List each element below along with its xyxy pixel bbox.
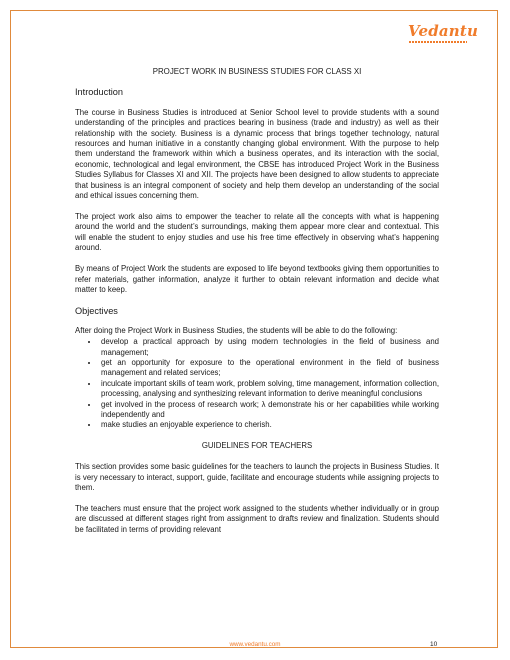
objectives-heading: Objectives [75,305,118,316]
guidelines-heading: GUIDELINES FOR TEACHERS [201,441,313,451]
vedantu-logo [408,22,479,50]
introduction-heading: Introduction [75,87,124,98]
intro-paragraph: The course in Business Studies is introduced at Senior School level to provide students with a sound understanding of the principles and practices bearing in business (trade and industry) as well as their relationship with the society. Business is a dynamic process that brings together technology, natural resources and human initiative in a constantly changing global environment. With the purpose to help them understand the framework within which a business operates, and its interaction with the social, economic, technological and legal environment, the CBSE has introduced Project Work in the Business Studies Syllabus for Classes XI and XII. The projects have been designed to allow students to appreciate that business is an integral component of society and help them develop an understanding of the social and ethical issues concerning them. [75,107,439,201]
objective-item: • get an opportunity for exposure to the operational environment in the field of business management and related services; [99,358,439,379]
page-number: 10 [430,641,438,648]
objective-item: • inculcate important skills of team work, problem solving, time management, information collection, processing, analysing and synthesizing relevant information to derive meaningful conclusions [99,379,439,400]
objective-item: • make studies an enjoyable experience to cherish. [99,420,439,430]
logo-wordmark: Vedantu [408,22,479,40]
guidelines-paragraph: The teachers must ensure that the project work assigned to the students whether individually or in group are discussed at different stages right from assignment to drafts review and finalization. Students should be facilitated in terms of providing relevant [75,503,439,534]
logo-tagline-graphic [409,41,467,43]
intro-paragraph: By means of Project Work the students are exposed to life beyond textbooks giving them opportunities to refer materials, gather information, analyze it further to obtain relevant information and decide what matter to keep. [75,264,439,294]
objectives-intro: After doing the Project Work in Business Studies, the students will be able to do the following: [75,326,398,336]
objective-item: • get involved in the process of research work; λ demonstrate his or her capabilities while working independently and [99,400,439,421]
guidelines-paragraph: This section provides some basic guidelines for the teachers to launch the projects in Business Studies. It is very necessary to interact, support, guide, facilitate and encourage students while assigning projects to them. [75,462,439,492]
footer-website-link[interactable]: www.vedantu.com [229,641,281,648]
objective-item: • develop a practical approach by using modern technologies in the field of business and management; [99,337,439,358]
intro-paragraph: The project work also aims to empower the teacher to relate all the concepts with what is happening around the world and the student’s surroundings, making them appear more clear and contextual. This will enable the student to enjoy studies and use his free time effectively in observing what’s happening around. [75,211,439,253]
objectives-list [75,337,439,431]
document-body [75,67,439,546]
document-title: PROJECT WORK IN BUSINESS STUDIES FOR CLASS XI [152,67,362,76]
